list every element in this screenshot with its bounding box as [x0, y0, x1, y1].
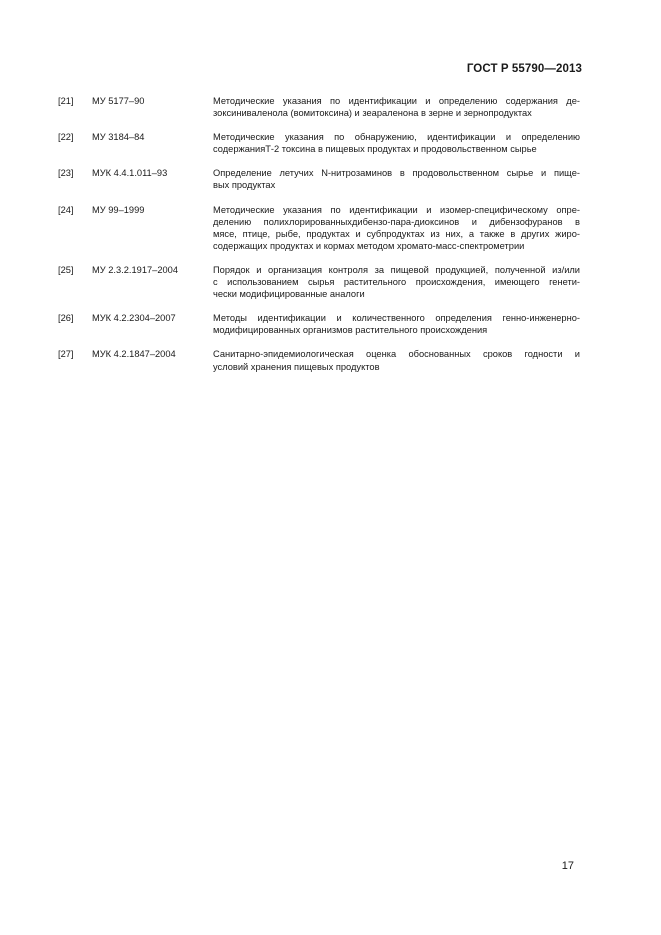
reference-item	[58, 348, 580, 372]
reference-title-line: чески модифицированные аналоги	[213, 289, 365, 300]
reference-item	[58, 95, 580, 119]
reference-code: МУК 4.2.2304–2007	[92, 313, 176, 324]
document-code-header: ГОСТ Р 55790—2013	[466, 63, 582, 75]
reference-title-line: содержащих продуктах и кормах методом хромато-масс-спектрометрии	[213, 240, 525, 251]
reference-number: [24]	[58, 204, 74, 215]
reference-code: МУ 3184–84	[92, 132, 145, 143]
reference-title-line: Санитарно-эпидемиологическая оценка обоснованных сроков годности и	[213, 349, 580, 360]
reference-code: МУ 99–1999	[92, 204, 145, 215]
reference-title-line: с использованием сырья растительного происхождения, имеющего генети-	[213, 277, 580, 288]
reference-title	[213, 95, 580, 119]
reference-title	[213, 312, 580, 336]
reference-title-line: Порядок и организация контроля за пищевой продукцией, полученной из/или	[213, 264, 580, 275]
reference-title-line: условий хранения пищевых продуктов	[213, 361, 380, 372]
reference-title-line: Определение летучих N-нитрозаминов в продовольственном сырье и пище-	[213, 168, 580, 179]
reference-item	[58, 167, 580, 191]
reference-number: [26]	[58, 313, 74, 324]
reference-title-line: вых продуктах	[213, 180, 276, 191]
reference-code: МУ 2.3.2.1917–2004	[92, 264, 179, 275]
reference-title-line: содержанияТ-2 токсина в пищевых продуктах и продовольственном сырье	[213, 144, 537, 155]
reference-title	[213, 348, 580, 372]
reference-title-line: зоксиниваленола (вомитоксина) и зеараленона в зерне и зернопродуктах	[213, 108, 532, 119]
reference-title	[213, 204, 580, 252]
reference-title	[213, 167, 580, 191]
reference-title-line: модифицированных организмов растительного происхождения	[213, 325, 488, 336]
reference-title	[213, 264, 580, 300]
reference-title-line: Методические указания по обнаружению, идентификации и определению	[213, 132, 580, 143]
reference-title-line: Методы идентификации и количественного определения генно-инженерно-	[213, 313, 580, 324]
reference-number: [23]	[58, 168, 74, 179]
page-number: 17	[561, 860, 574, 872]
reference-number: [25]	[58, 264, 74, 275]
reference-number: [22]	[58, 132, 74, 143]
reference-title-line: делению полихлорированныхдибензо-пара-диоксинов и дибензофуранов в	[213, 216, 580, 227]
reference-item	[58, 131, 580, 155]
reference-title	[213, 131, 580, 155]
reference-item	[58, 264, 580, 300]
reference-code: МУК 4.4.1.011–93	[92, 168, 168, 179]
reference-title-line: Методические указания по идентификации и изомер-специфическому опре-	[213, 204, 580, 215]
reference-title-line: мясе, птице, рыбе, продуктах и субпродуктах из них, а также в других жиро-	[213, 228, 580, 239]
reference-number: [27]	[58, 349, 74, 360]
reference-title-line: Методические указания по идентификации и определению содержания де-	[213, 96, 580, 106]
reference-code: МУК 4.2.1847–2004	[92, 349, 176, 360]
reference-number: [21]	[58, 96, 74, 106]
reference-code: МУ 5177–90	[92, 96, 145, 106]
reference-item	[58, 312, 580, 336]
reference-item	[58, 204, 580, 252]
bibliography-list	[58, 95, 580, 385]
